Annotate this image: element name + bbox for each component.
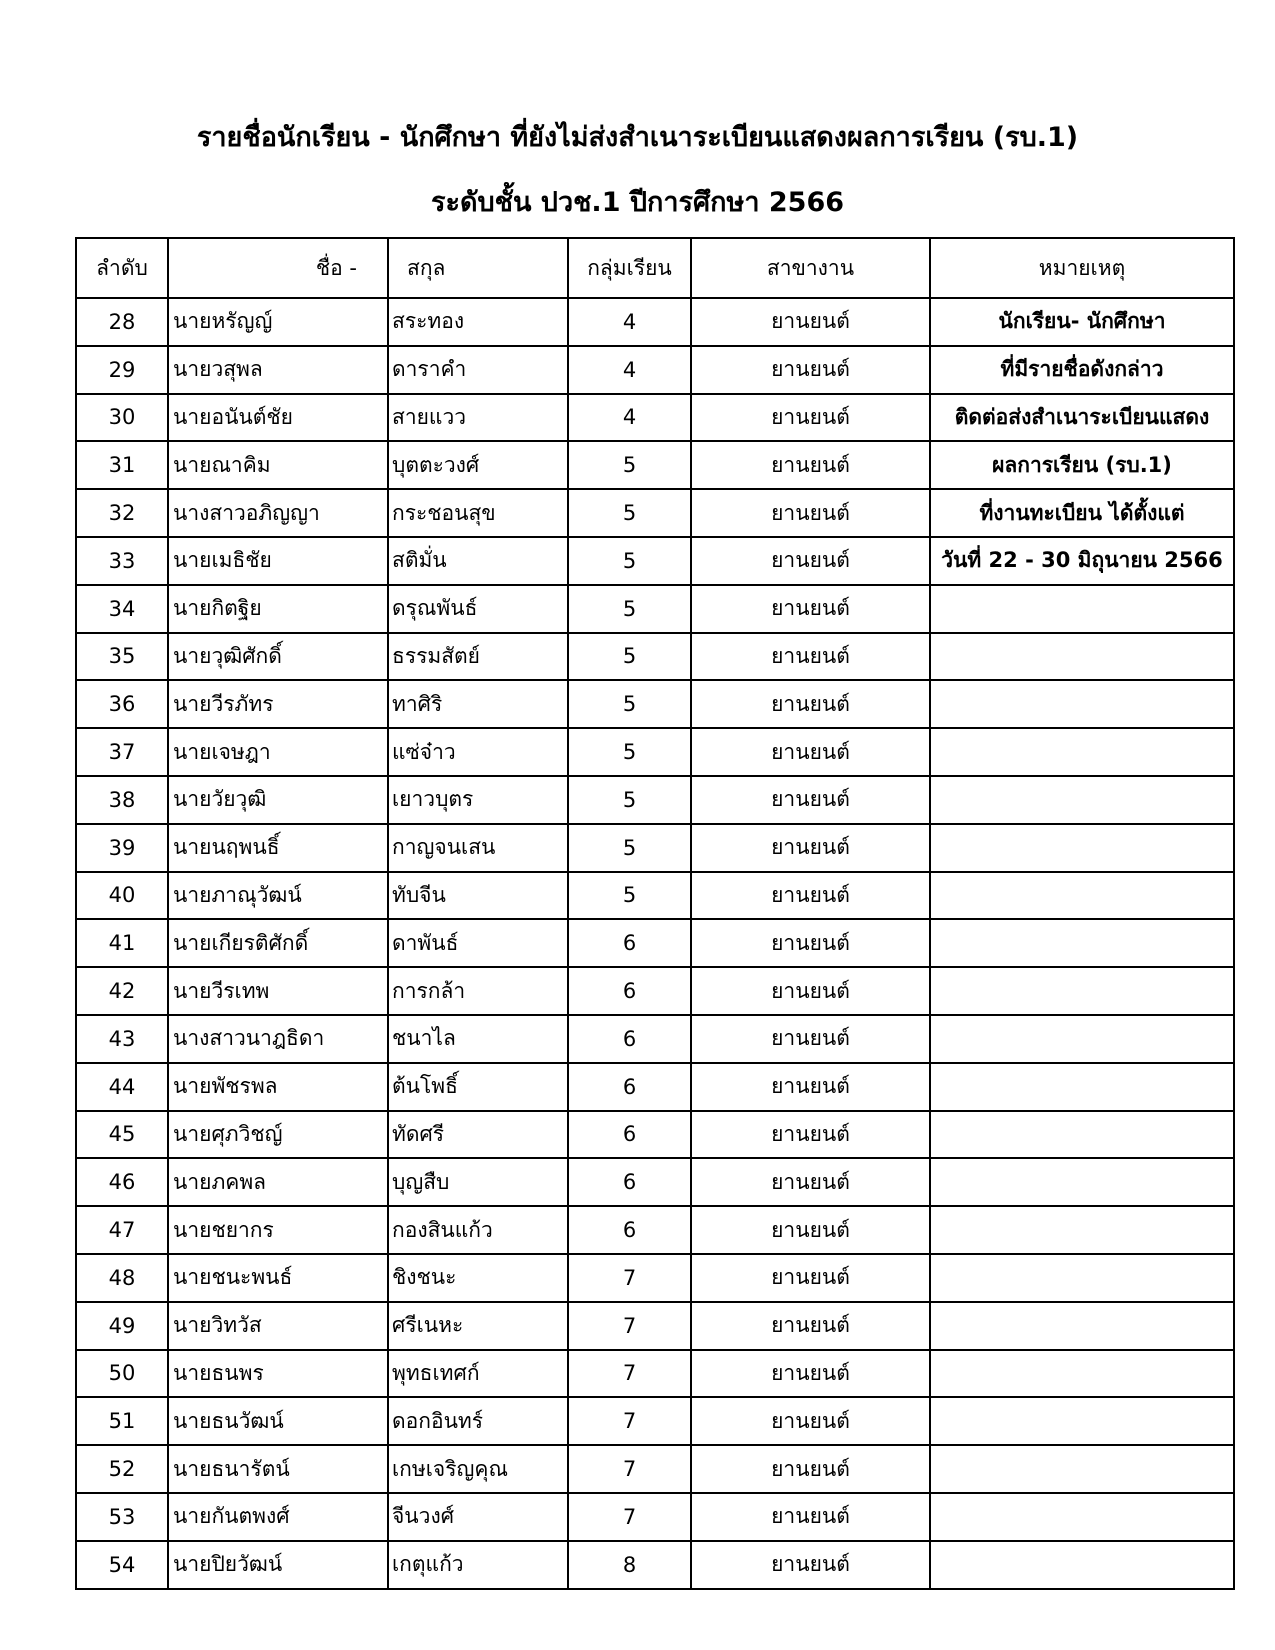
cell-name: นายวีรเทพ [168, 967, 388, 1015]
cell-name: นายวัยวุฒิ [168, 776, 388, 824]
cell-no: 37 [76, 728, 168, 776]
cell-surname: ดาพันธ์ [388, 919, 568, 967]
cell-no: 30 [76, 394, 168, 442]
cell-name: นายปิยวัฒน์ [168, 1541, 388, 1589]
cell-name: นายเมธิชัย [168, 537, 388, 585]
table-row [76, 1541, 1234, 1589]
cell-remark [930, 585, 1234, 633]
cell-surname: ต้นโพธิ์ [388, 1063, 568, 1111]
table-row [76, 776, 1234, 824]
table-row [76, 1254, 1234, 1302]
table-header-row [76, 238, 1234, 298]
table-row [76, 633, 1234, 681]
cell-group: 6 [568, 1063, 691, 1111]
cell-group: 5 [568, 728, 691, 776]
cell-group: 5 [568, 776, 691, 824]
cell-surname: ดาราคำ [388, 346, 568, 394]
cell-no: 50 [76, 1350, 168, 1398]
cell-group: 7 [568, 1254, 691, 1302]
column-header-remark: หมายเหตุ [930, 238, 1234, 298]
cell-name: นายกิตฐิย [168, 585, 388, 633]
cell-no: 48 [76, 1254, 168, 1302]
cell-surname: สติมั่น [388, 537, 568, 585]
cell-remark: ที่งานทะเบียน ได้ตั้งแต่ [930, 489, 1234, 537]
cell-department: ยานยนต์ [691, 776, 930, 824]
cell-department: ยานยนต์ [691, 1445, 930, 1493]
cell-department: ยานยนต์ [691, 1541, 930, 1589]
cell-remark: นักเรียน- นักศึกษา [930, 298, 1234, 346]
cell-no: 42 [76, 967, 168, 1015]
cell-no: 40 [76, 872, 168, 920]
cell-remark [930, 1111, 1234, 1159]
cell-group: 6 [568, 1015, 691, 1063]
cell-group: 6 [568, 1206, 691, 1254]
cell-surname: เกตุแก้ว [388, 1541, 568, 1589]
cell-no: 52 [76, 1445, 168, 1493]
cell-remark [930, 633, 1234, 681]
cell-remark [930, 1302, 1234, 1350]
cell-remark [930, 1015, 1234, 1063]
cell-name: นายนฤพนธิ์ [168, 824, 388, 872]
cell-department: ยานยนต์ [691, 1397, 930, 1445]
cell-name: นายณาคิม [168, 441, 388, 489]
cell-no: 51 [76, 1397, 168, 1445]
cell-department: ยานยนต์ [691, 680, 930, 728]
cell-surname: ชนาไล [388, 1015, 568, 1063]
cell-group: 4 [568, 394, 691, 442]
cell-no: 53 [76, 1493, 168, 1541]
cell-name: นายหรัญญ์ [168, 298, 388, 346]
table-row [76, 1493, 1234, 1541]
cell-department: ยานยนต์ [691, 537, 930, 585]
cell-remark [930, 967, 1234, 1015]
cell-surname: เยาวบุตร [388, 776, 568, 824]
table-row [76, 1397, 1234, 1445]
cell-group: 5 [568, 585, 691, 633]
cell-group: 6 [568, 1111, 691, 1159]
cell-surname: เกษเจริญคุณ [388, 1445, 568, 1493]
cell-name: นายวีรภัทร [168, 680, 388, 728]
cell-group: 6 [568, 919, 691, 967]
column-header-no: ลำดับ [76, 238, 168, 298]
cell-group: 8 [568, 1541, 691, 1589]
cell-department: ยานยนต์ [691, 1111, 930, 1159]
cell-surname: บุตตะวงศ์ [388, 441, 568, 489]
cell-no: 54 [76, 1541, 168, 1589]
table-row [76, 298, 1234, 346]
cell-remark [930, 1541, 1234, 1589]
table-row [76, 1111, 1234, 1159]
cell-group: 6 [568, 1158, 691, 1206]
cell-group: 5 [568, 537, 691, 585]
cell-name: นายวสุพล [168, 346, 388, 394]
cell-name: นายเกียรติศักดิ์ [168, 919, 388, 967]
cell-no: 33 [76, 537, 168, 585]
cell-name: นายพัชรพล [168, 1063, 388, 1111]
document-subtitle: ระดับชั้น ปวช.1 ปีการศึกษา 2566 [430, 187, 845, 218]
cell-remark [930, 1445, 1234, 1493]
cell-surname: ทัดศรี [388, 1111, 568, 1159]
cell-remark: ผลการเรียน (รบ.1) [930, 441, 1234, 489]
cell-name: นายอนันต์ชัย [168, 394, 388, 442]
cell-surname: ทับจีน [388, 872, 568, 920]
cell-department: ยานยนต์ [691, 298, 930, 346]
cell-name: นางสาวนาฎธิดา [168, 1015, 388, 1063]
cell-group: 7 [568, 1397, 691, 1445]
cell-no: 34 [76, 585, 168, 633]
table-row [76, 824, 1234, 872]
cell-group: 5 [568, 489, 691, 537]
cell-department: ยานยนต์ [691, 441, 930, 489]
cell-no: 45 [76, 1111, 168, 1159]
cell-surname: การกล้า [388, 967, 568, 1015]
cell-no: 38 [76, 776, 168, 824]
cell-group: 7 [568, 1493, 691, 1541]
cell-department: ยานยนต์ [691, 1206, 930, 1254]
cell-department: ยานยนต์ [691, 585, 930, 633]
cell-group: 7 [568, 1302, 691, 1350]
cell-surname: สระทอง [388, 298, 568, 346]
column-header-surname: สกุล [388, 238, 568, 298]
cell-remark [930, 919, 1234, 967]
table-row [76, 1158, 1234, 1206]
cell-department: ยานยนต์ [691, 633, 930, 681]
cell-surname: กาญจนเสน [388, 824, 568, 872]
table-row [76, 919, 1234, 967]
cell-department: ยานยนต์ [691, 489, 930, 537]
cell-name: นายเจษฎา [168, 728, 388, 776]
cell-name: นายชยากร [168, 1206, 388, 1254]
cell-group: 5 [568, 680, 691, 728]
cell-name: นายวิทวัส [168, 1302, 388, 1350]
cell-remark: ที่มีรายชื่อดังกล่าว [930, 346, 1234, 394]
cell-remark [930, 776, 1234, 824]
cell-surname: ดอกอินทร์ [388, 1397, 568, 1445]
cell-group: 5 [568, 824, 691, 872]
cell-no: 39 [76, 824, 168, 872]
cell-group: 7 [568, 1445, 691, 1493]
table-row [76, 441, 1234, 489]
table-row [76, 346, 1234, 394]
cell-group: 5 [568, 872, 691, 920]
cell-name: นายธนวัฒน์ [168, 1397, 388, 1445]
student-table [75, 237, 1235, 1590]
cell-remark [930, 872, 1234, 920]
cell-name: นางสาวอภิญญา [168, 489, 388, 537]
cell-no: 31 [76, 441, 168, 489]
cell-surname: ทาศิริ [388, 680, 568, 728]
cell-group: 4 [568, 346, 691, 394]
cell-remark [930, 680, 1234, 728]
cell-department: ยานยนต์ [691, 1350, 930, 1398]
table-row [76, 728, 1234, 776]
table-row [76, 1302, 1234, 1350]
cell-department: ยานยนต์ [691, 1302, 930, 1350]
cell-remark [930, 1397, 1234, 1445]
cell-group: 6 [568, 967, 691, 1015]
cell-department: ยานยนต์ [691, 1063, 930, 1111]
cell-surname: จีนวงศ์ [388, 1493, 568, 1541]
table-row [76, 1063, 1234, 1111]
cell-department: ยานยนต์ [691, 919, 930, 967]
table-row [76, 585, 1234, 633]
cell-department: ยานยนต์ [691, 1493, 930, 1541]
cell-name: นายภคพล [168, 1158, 388, 1206]
cell-no: 49 [76, 1302, 168, 1350]
table-row [76, 489, 1234, 537]
cell-remark [930, 728, 1234, 776]
table-row [76, 394, 1234, 442]
document-title: รายชื่อนักเรียน - นักศึกษา ที่ยังไม่ส่งสำเนาระเบียนแสดงผลการเรียน (รบ.1) [196, 122, 1079, 153]
cell-surname: พุทธเทศก์ [388, 1350, 568, 1398]
cell-department: ยานยนต์ [691, 1158, 930, 1206]
cell-no: 35 [76, 633, 168, 681]
table-row [76, 1206, 1234, 1254]
cell-no: 46 [76, 1158, 168, 1206]
cell-name: นายธนารัตน์ [168, 1445, 388, 1493]
cell-name: นายศุภวิชญ์ [168, 1111, 388, 1159]
cell-no: 36 [76, 680, 168, 728]
table-row [76, 872, 1234, 920]
table-body [76, 298, 1234, 1589]
cell-surname: ธรรมสัตย์ [388, 633, 568, 681]
cell-surname: ดรุณพันธ์ [388, 585, 568, 633]
cell-no: 41 [76, 919, 168, 967]
cell-no: 32 [76, 489, 168, 537]
cell-remark [930, 1493, 1234, 1541]
cell-no: 43 [76, 1015, 168, 1063]
cell-name: นายภาณุวัฒน์ [168, 872, 388, 920]
cell-surname: กระชอนสุข [388, 489, 568, 537]
cell-department: ยานยนต์ [691, 1015, 930, 1063]
cell-remark [930, 1254, 1234, 1302]
cell-department: ยานยนต์ [691, 394, 930, 442]
cell-name: นายธนพร [168, 1350, 388, 1398]
cell-no: 47 [76, 1206, 168, 1254]
cell-no: 29 [76, 346, 168, 394]
cell-department: ยานยนต์ [691, 824, 930, 872]
cell-surname: แซ่จ๋าว [388, 728, 568, 776]
cell-surname: บุญสืบ [388, 1158, 568, 1206]
cell-no: 28 [76, 298, 168, 346]
cell-group: 4 [568, 298, 691, 346]
cell-surname: ชิงชนะ [388, 1254, 568, 1302]
table-row [76, 967, 1234, 1015]
cell-remark [930, 824, 1234, 872]
table-row [76, 680, 1234, 728]
cell-department: ยานยนต์ [691, 1254, 930, 1302]
cell-department: ยานยนต์ [691, 872, 930, 920]
table-row [76, 1445, 1234, 1493]
cell-remark [930, 1206, 1234, 1254]
cell-surname: กองสินแก้ว [388, 1206, 568, 1254]
cell-remark: วันที่ 22 - 30 มิถุนายน 2566 [930, 537, 1234, 585]
cell-group: 7 [568, 1350, 691, 1398]
cell-group: 5 [568, 633, 691, 681]
cell-department: ยานยนต์ [691, 967, 930, 1015]
cell-department: ยานยนต์ [691, 728, 930, 776]
cell-name: นายชนะพนธ์ [168, 1254, 388, 1302]
cell-remark [930, 1063, 1234, 1111]
cell-group: 5 [568, 441, 691, 489]
column-header-department: สาขางาน [691, 238, 930, 298]
cell-surname: สายแวว [388, 394, 568, 442]
cell-remark [930, 1350, 1234, 1398]
column-header-name: ชื่อ - [168, 238, 388, 298]
table-row [76, 1015, 1234, 1063]
cell-remark: ติดต่อส่งสำเนาระเบียนแสดง [930, 394, 1234, 442]
table-row [76, 1350, 1234, 1398]
cell-no: 44 [76, 1063, 168, 1111]
column-header-group: กลุ่มเรียน [568, 238, 691, 298]
cell-surname: ศรีเนหะ [388, 1302, 568, 1350]
cell-remark [930, 1158, 1234, 1206]
cell-department: ยานยนต์ [691, 346, 930, 394]
cell-name: นายวุฒิศักดิ์ [168, 633, 388, 681]
cell-name: นายกันตพงศ์ [168, 1493, 388, 1541]
table-row [76, 537, 1234, 585]
